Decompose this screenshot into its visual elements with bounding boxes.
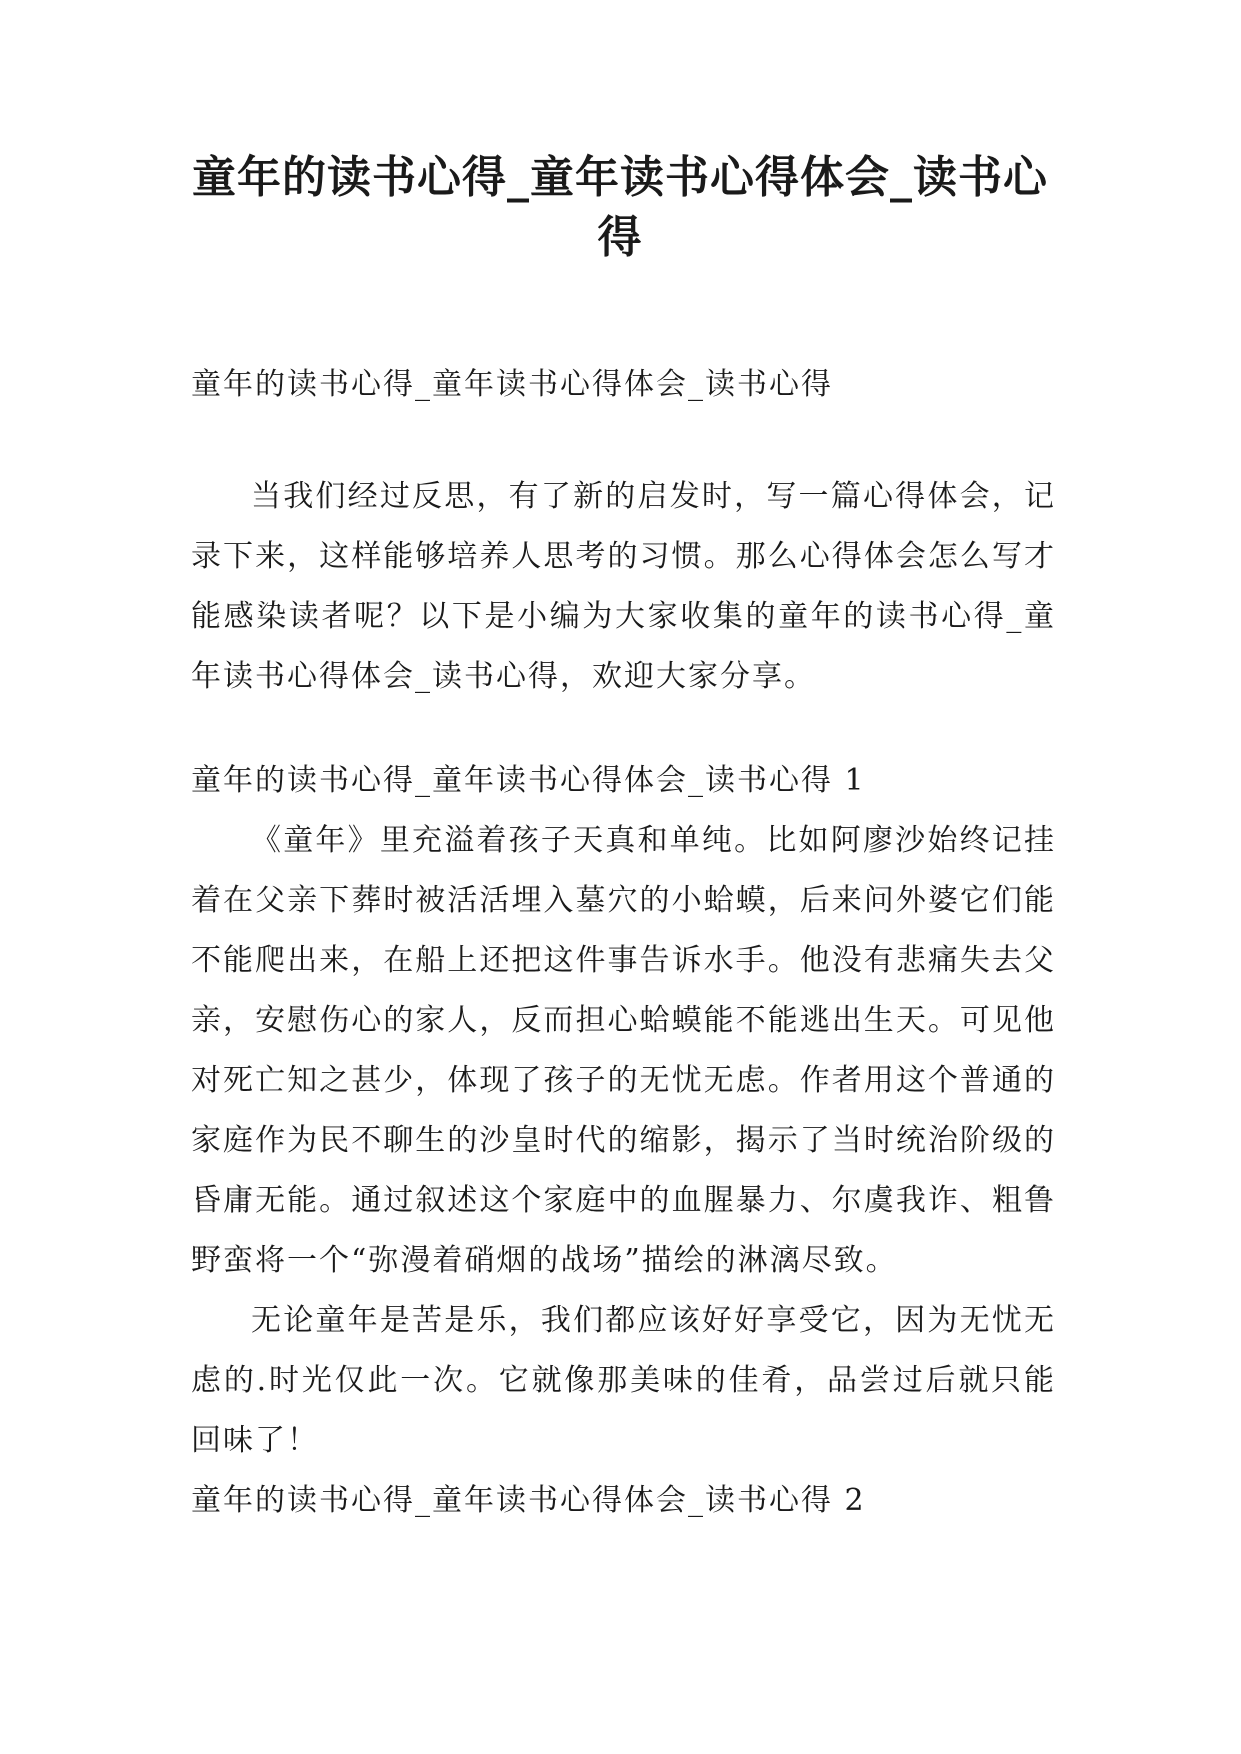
section-heading-2: 童年的读书心得_童年读书心得体会_读书心得 2 bbox=[191, 1483, 866, 1518]
document-title: 童年的读书心得_童年读书心得体会_读书心得 bbox=[192, 152, 1048, 263]
document-body bbox=[191, 355, 1056, 1531]
intro-paragraph: 当我们经过反思，有了新的启发时，写一篇心得体会，记录下来，这样能够培养人思考的习惯。那么心得体会怎么写才能感染读者呢？以下是小编为大家收集的童年的读书心得_童年读书心得体会_读书心得，欢迎大家分享。 bbox=[191, 479, 1056, 694]
section-1-paragraph-1: 《童年》里充溢着孩子天真和单纯。比如阿廖沙始终记挂着在父亲下葬时被活活埋入墓穴的小蛤蟆，后来问外婆它们能不能爬出来，在船上还把这件事告诉水手。他没有悲痛失去父亲，安慰伤心的家人，反而担心蛤蟆能不能逃出生天。可见他对死亡知之甚少，体现了孩子的无忧无虑。作者用这个普通的家庭作为民不聊生的沙皇时代的缩影，揭示了当时统治阶级的昏庸无能。通过叙述这个家庭中的血腥暴力、尔虞我诈、粗鲁野蛮将一个“弥漫着硝烟的战场”描绘的淋漓尽致。 bbox=[191, 823, 1056, 1278]
section-heading-1: 童年的读书心得_童年读书心得体会_读书心得 1 bbox=[191, 763, 866, 798]
section-1-paragraph-2: 无论童年是苦是乐，我们都应该好好享受它，因为无忧无虑的.时光仅此一次。它就像那美味的佳肴，品尝过后就只能回味了！ bbox=[191, 1303, 1056, 1458]
document-subtitle: 童年的读书心得_童年读书心得体会_读书心得 bbox=[191, 367, 833, 402]
